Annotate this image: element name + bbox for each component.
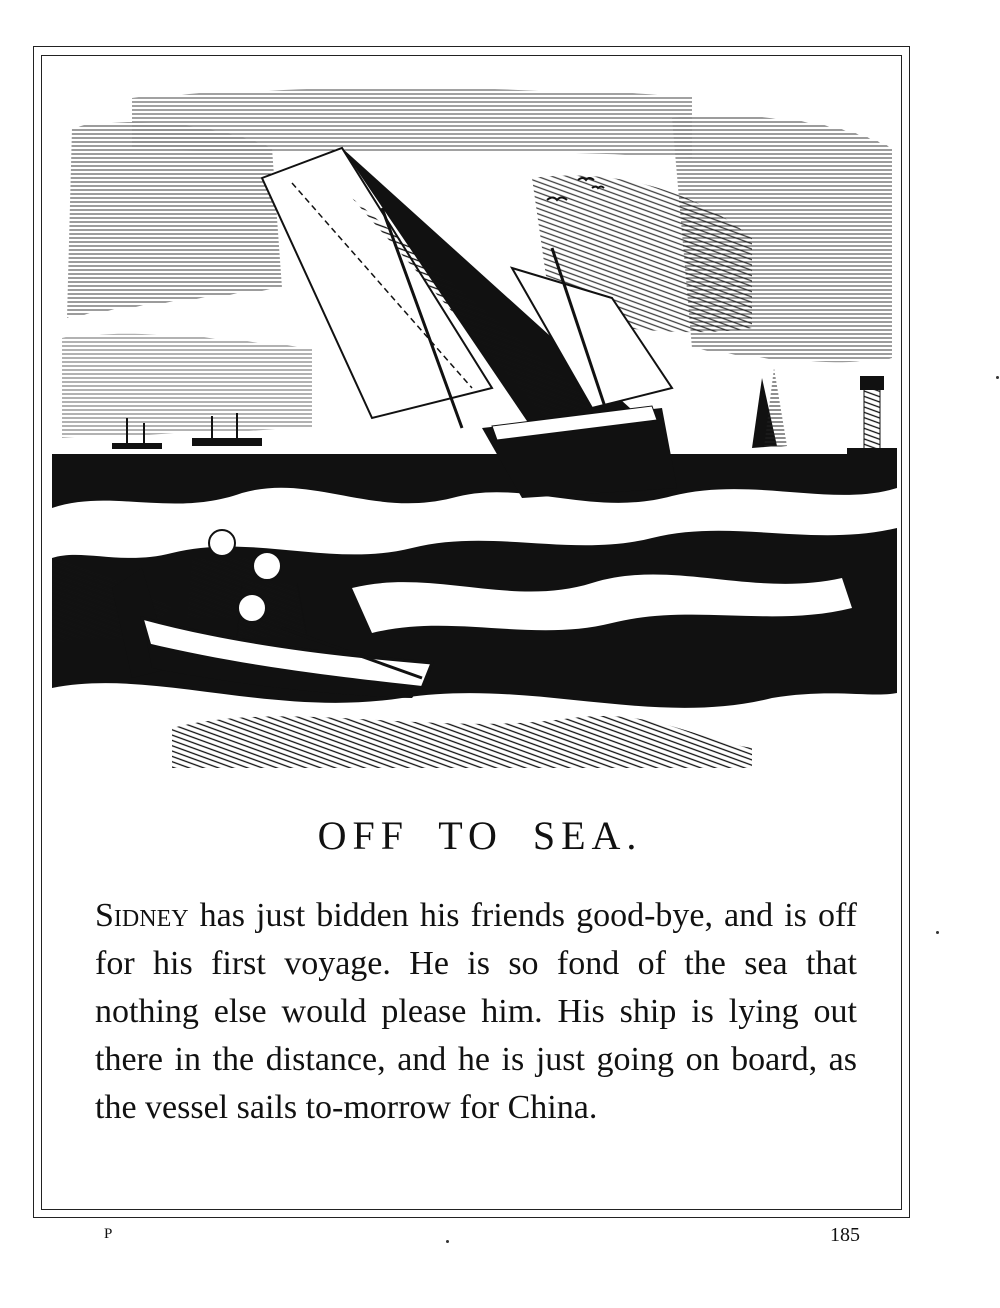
body-text: has just bidden his friends good-bye, and is off for his first voyage. He is so fond of the sea that nothing else would please him. His ship is lying out there in the distance, and he is just going on board, as the vessel sails to-morrow for China. [95,897,857,1126]
ship-engraving-illustration [52,88,897,768]
lead-word: Sidney [95,897,189,934]
page-title: OFF TO SEA. [317,813,643,858]
print-speck [446,1240,449,1243]
print-speck [996,376,999,379]
print-speck [936,931,939,934]
body-paragraph [95,892,857,1132]
signature-mark: P [104,1226,113,1242]
rough-sea [52,454,897,768]
page-number: 185 [830,1224,860,1246]
lighthouse [847,376,897,462]
